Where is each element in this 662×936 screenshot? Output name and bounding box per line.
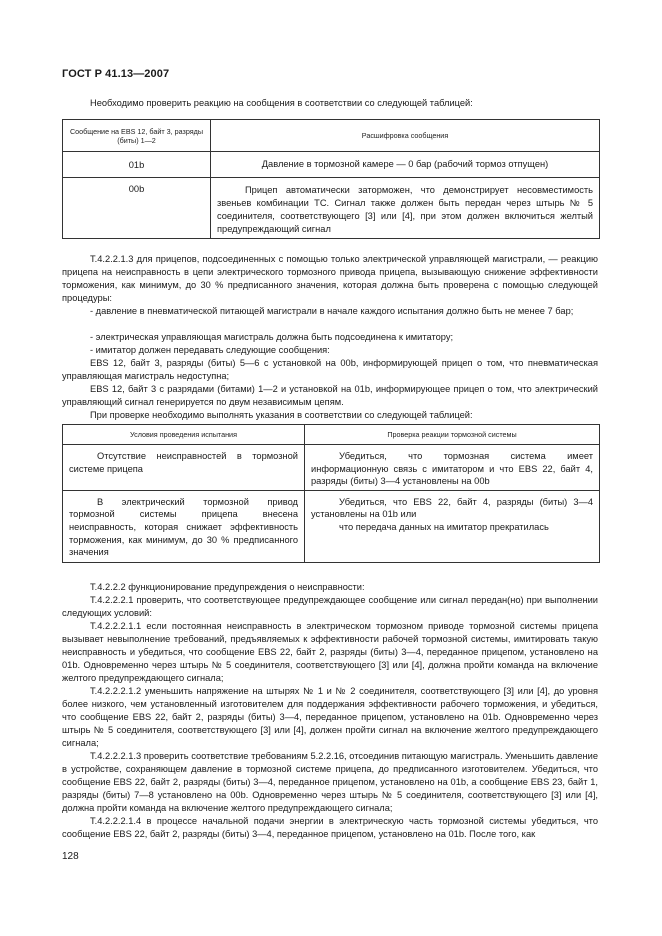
paragraph: Т.4.2.2.2.1.2 уменьшить напряжение на штырях № 1 и № 2 соединителя, соответствующего [3] или [4], до уровня более низкого, чем установленный изготовителем для поддержания эффективности рабочего торможения, и убедиться, что сообщение EBS 22, байт 2, разряды (биты) 3—4, переданное прицепом, установлено на 01b. Одновременно через штырь № 5 соединителя, соответствующего [3] или [4], должен пройти сигнал на включение желтого предупреждающего сигнала; <box>62 686 598 748</box>
table-header-cell: Сообщение на EBS 12, байт 3, разряды (биты) 1—2 <box>63 120 211 152</box>
paragraph: Т.4.2.2.2.1.4 в процессе начальной подачи энергии в электрическую часть тормозной системы убедиться, что сообщение EBS 22, байт 2, разряды (биты) 3—4, переданное прицепом, установлено на 01b. После того, как <box>62 816 598 839</box>
table-row <box>63 152 600 178</box>
paragraph: При проверке необходимо выполнять указания в соответствии со следующей таблицей: <box>90 410 473 420</box>
paragraph: - имитатор должен передавать следующие сообщения: <box>90 345 330 355</box>
test-conditions-table <box>62 424 600 563</box>
table-row <box>63 445 600 491</box>
table-cell-meaning: Прицеп автоматически заторможен, что демонстрирует несовместимость звеньев комбинации ТС. Сигнал также должен быть передан через штырь № 5 соединителя, соответствующего [3] или [4], при этом должен включиться желтый предупреждающий сигнал <box>211 178 600 239</box>
paragraph: Т.4.2.2.2.1.3 проверить соответствие требованиям 5.2.2.16, отсоединив питающую магистраль. Уменьшить давление в устройстве, сохраняющем давление в тормозной системе прицепа, до предписанного изготовителем. Убедиться, что сообщение EBS 22, байт 2, разряды (биты) 3—4, переданное прицепом, установлено на 01b, а сообщение EBS 23, байт 1, разряды (биты) 7—8 установлено на 00b. Одновременно через штырь № 5 соединителя, соответствующего [3] или [4], должна пройти команда на включение желтого предупреждающего сигнала; <box>62 751 598 813</box>
page-number: 128 <box>62 851 79 862</box>
table-header-cell: Расшифровка сообщения <box>211 120 600 152</box>
table-cell-code: 00b <box>63 178 211 239</box>
table-header-cell: Условия проведения испытания <box>63 425 305 445</box>
table-cell-check <box>305 490 600 562</box>
paragraph: Т.4.2.2.2 функционирование предупреждения о неисправности: <box>90 582 365 592</box>
table-cell-condition: Отсутствие неисправностей в тормозной системе прицепа <box>63 445 305 491</box>
paragraph: - давление в пневматической питающей магистрали в начале каждого испытания должно быть не менее 7 бар; <box>90 306 574 316</box>
table-header-cell: Проверка реакции тормозной системы <box>305 425 600 445</box>
paragraph: EBS 12, байт 3, разряды (биты) 5—6 с установкой на 00b, информирующей прицеп о том, что пневматическая управляющая магистраль недоступна; <box>62 358 598 381</box>
messages-table <box>62 119 600 239</box>
intro-text: Необходимо проверить реакцию на сообщения в соответствии со следующей таблицей: <box>90 98 473 108</box>
table-cell-meaning: Давление в тормозной камере — 0 бар (рабочий тормоз отпущен) <box>211 152 600 178</box>
table-row <box>63 490 600 562</box>
table-cell-condition: В электрический тормозной привод тормозной системы прицепа внесена неисправность, которая снижает эффективность торможения, как минимум, до 30 % предписанного значения <box>63 490 305 562</box>
table-header-row <box>63 425 600 445</box>
check-line: Убедиться, что EBS 22, байт 4, разряды (биты) 3—4 установлены на 01b или <box>311 496 593 520</box>
table-cell-code: 01b <box>63 152 211 178</box>
paragraph: - электрическая управляющая магистраль должна быть подсоединена к имитатору; <box>90 332 454 342</box>
check-line: что передача данных на имитатор прекратилась <box>339 521 549 532</box>
paragraph: Т.4.2.2.1.3 для прицепов, подсоединенных с помощью только электрической управляющей магистрали, — реакцию прицепа на неисправность в цепи электрического тормозного привода прицепа, вызывающую снижение эффективности торможения, как минимум, до 30 % предписанного значения, которая должна быть проверена с помощью следующей процедуры: <box>62 254 598 303</box>
paragraph: EBS 12, байт 3 с разрядами (битами) 1—2 и установкой на 01b, информирующее прицеп о том, что электрический управляющий сигнал генерируется по двум независимым цепям. <box>62 384 598 407</box>
paragraph: Т.4.2.2.2.1.1 если постоянная неисправность в электрическом тормозном приводе тормозной системы прицепа вызывает невыполнение требований, предъявляемых к эффективности рабочей тормозной системы, имитировать такую неисправность и убедиться, что сообщение EBS 22, байт 2, разряды (биты) 3—4, переданное прицепом, установлено на 01b. Одновременно через штырь № 5 соединителя, соответствующего [3] или [4], должна пройти команда на включение желтого предупреждающего сигнала; <box>62 621 598 683</box>
document-header: ГОСТ Р 41.13—2007 <box>62 68 170 80</box>
paragraph: Т.4.2.2.2.1 проверить, что соответствующее предупреждающее сообщение или сигнал передан(но) при выполнении следующих условий: <box>62 595 598 618</box>
table-cell-check: Убедиться, что тормозная система имеет информационную связь с имитатором и что EBS 22, байт 4, разряды (биты) 3—4 установлены на 00b <box>305 445 600 491</box>
table-header-row <box>63 120 600 152</box>
table-row <box>63 178 600 239</box>
